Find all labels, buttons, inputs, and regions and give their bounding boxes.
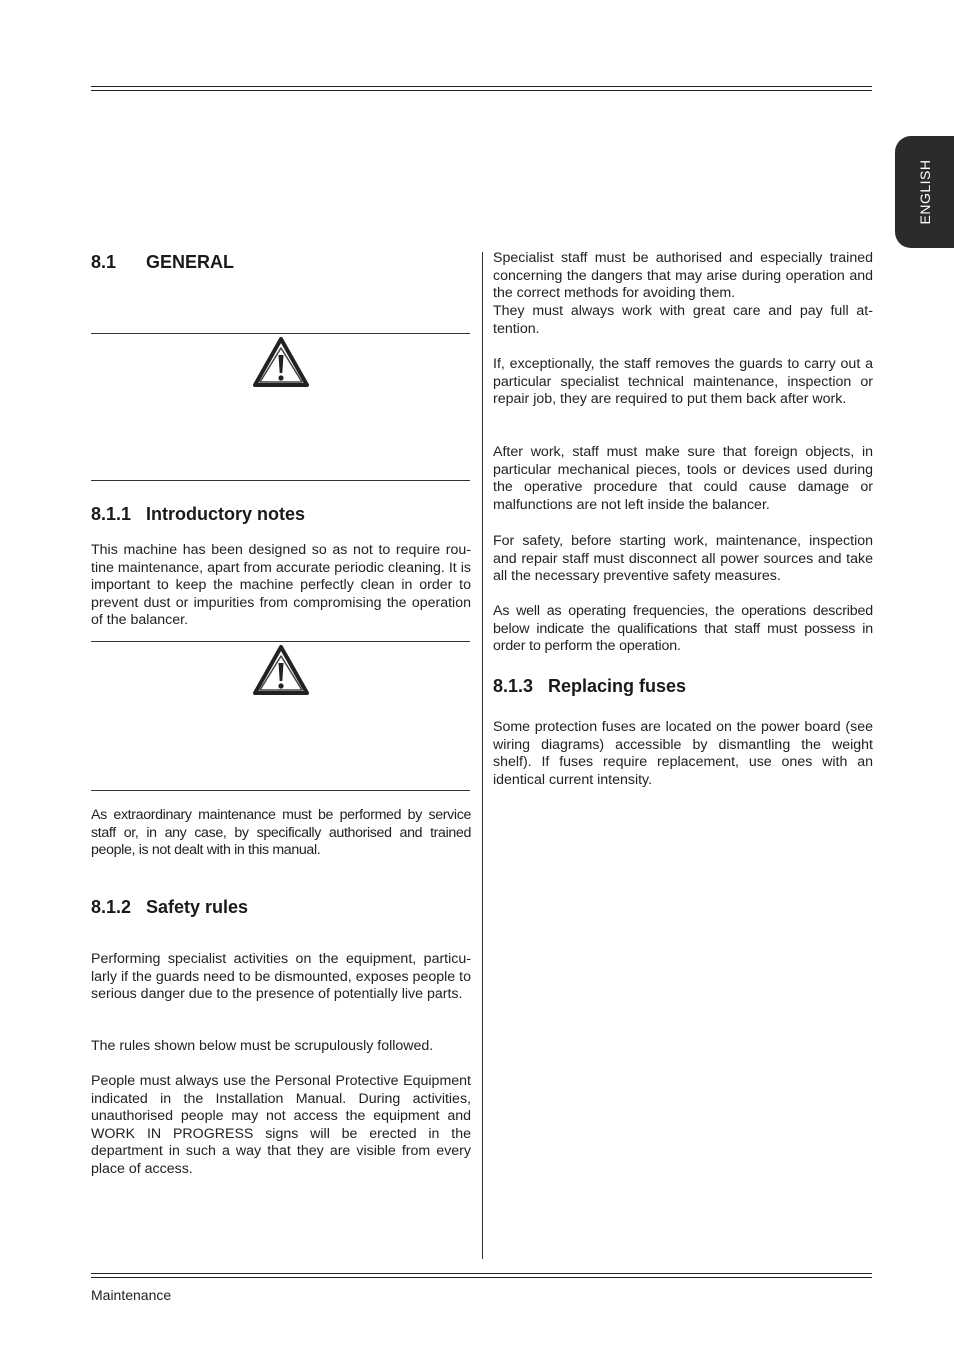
right-paragraph-3: After work, staff must make sure that foreign objects, in particular mechanical pieces, tools or devices used during the operative procedure that could cause damage or malfunctions are not left inside the balancer. — [493, 444, 873, 513]
warning-triangle-icon — [252, 336, 310, 388]
section-heading-introductory-notes — [91, 504, 305, 525]
warning-box-top-rule — [91, 333, 470, 334]
section-heading-general — [91, 252, 234, 273]
footer-rule-top — [91, 1273, 872, 1274]
safety-paragraph-3: People must always use the Personal Protective Equipment indicated in the Installation Manual. During activities, unauthorised people may not access the equipment and WORK IN PROGRESS signs will be erected in the department in such a way that they are visible from every place of access. — [91, 1073, 471, 1177]
footer-section-name: Maintenance — [91, 1287, 172, 1303]
warning-box-2-top-rule — [91, 641, 470, 642]
header-rule-bottom — [91, 90, 872, 91]
right-paragraph-1b: They must always work with great care and pay full attention. — [493, 303, 873, 337]
section-title: Introductory notes — [146, 504, 306, 524]
right-paragraph-5: As well as operating frequencies, the operations described below indicate the qualifications that staff must possess in order to perform the operation. — [493, 603, 873, 655]
header-rule-top — [91, 86, 872, 87]
right-paragraph-1: Specialist staff must be authorised and especially trained concerning the dangers that may arise during operation and the correct methods for avoiding them. — [493, 250, 873, 302]
section-number: 8.1 — [91, 252, 117, 272]
section-heading-safety-rules — [91, 897, 248, 918]
section-title: Replacing fuses — [548, 676, 687, 696]
safety-paragraph-2: The rules shown below must be scrupulously followed. — [91, 1038, 434, 1054]
section-title: GENERAL — [146, 252, 235, 272]
right-paragraph-4: For safety, before starting work, maintenance, inspection and repair staff must disconnect all power sources and take all the necessary preventive safety measures. — [493, 533, 873, 585]
warning-triangle-icon — [252, 644, 310, 696]
footer-rule-bottom — [91, 1277, 872, 1278]
right-paragraph-2: If, exceptionally, the staff removes the guards to carry out a particular specialist technical maintenance, inspection or repair job, they are required to put them back after work. — [493, 356, 873, 408]
language-tab-label: ENGLISH — [916, 159, 933, 225]
fuses-paragraph: Some protection fuses are located on the power board (see wiring diagrams) accessible by dismantling the weight shelf). If fuses require replacement, use ones with an identical current intensity. — [493, 719, 873, 788]
section-number: 8.1.3 — [493, 676, 534, 696]
language-tab[interactable] — [895, 136, 954, 248]
warning-box-2-bottom-rule — [91, 790, 470, 791]
section-number: 8.1.1 — [91, 504, 132, 524]
warning-box-bottom-rule — [91, 480, 470, 481]
intro-paragraph: This machine has been designed so as not to require routine maintenance, apart from accurate periodic cleaning. It is important to keep the machine perfectly clean in order to prevent dust or impurities from compromising the operation of the balancer. — [91, 542, 471, 629]
section-number: 8.1.2 — [91, 897, 132, 917]
safety-paragraph-1: Performing specialist activities on the equipment, particularly if the guards need to be dismounted, exposes people to serious danger due to the presence of potentially live parts. — [91, 951, 471, 1003]
column-divider — [482, 252, 483, 1259]
section-heading-replacing-fuses — [493, 676, 686, 697]
section-title: Safety rules — [146, 897, 249, 917]
extraordinary-maintenance-paragraph: As extraordinary maintenance must be performed by service staff or, in any case, by specifically authorised and trained people, is not dealt with in this manual. — [91, 807, 471, 859]
